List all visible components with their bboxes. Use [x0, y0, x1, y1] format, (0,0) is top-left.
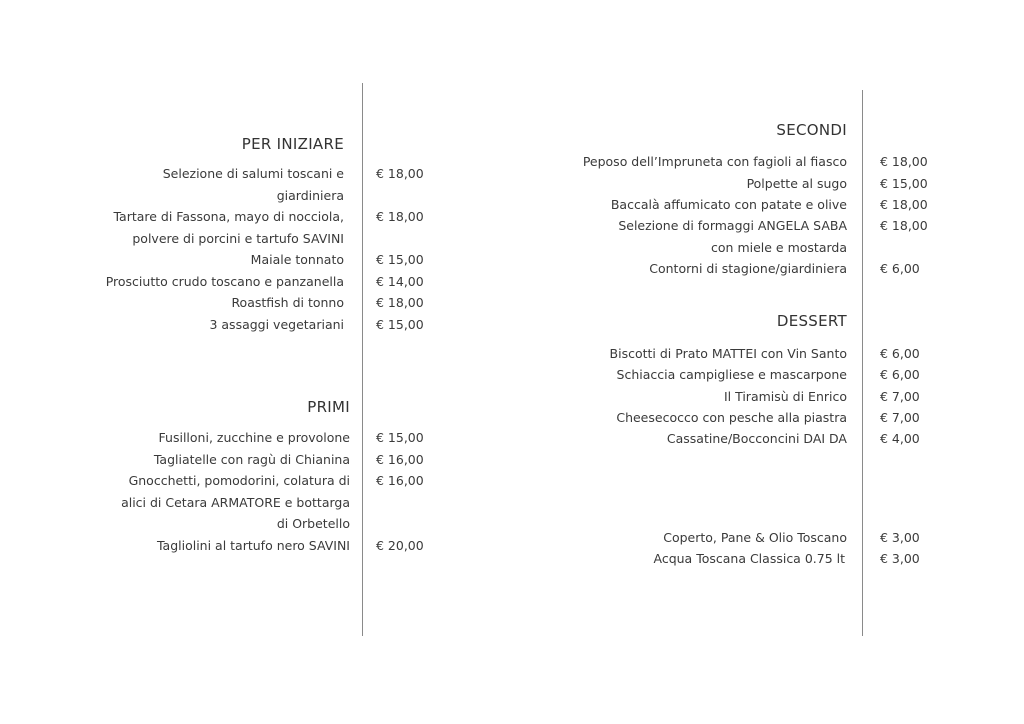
- menu-item-price: € 15,00: [880, 176, 928, 191]
- menu-item-price: € 7,00: [880, 389, 920, 404]
- menu-item-price: € 15,00: [376, 317, 424, 332]
- menu-item-name: 3 assaggi vegetariani: [209, 317, 344, 332]
- menu-item-price: € 6,00: [880, 261, 920, 276]
- section-title-per-iniziare: PER INIZIARE: [241, 135, 344, 153]
- menu-item-price: € 6,00: [880, 346, 920, 361]
- menu-item-name: Tagliolini al tartufo nero SAVINI: [156, 538, 350, 553]
- menu-item-price: € 3,00: [880, 530, 920, 545]
- menu-item-name: Contorni di stagione/giardiniera: [649, 261, 847, 276]
- menu-item-name: Peposo dell’Impruneta con fagioli al fiasco: [582, 154, 847, 169]
- menu-item-name: Polpette al sugo: [746, 176, 847, 191]
- menu-item-price: € 18,00: [880, 218, 928, 233]
- menu-item-price: € 4,00: [880, 431, 920, 446]
- menu-item-name: Biscotti di Prato MATTEI con Vin Santo: [609, 346, 847, 361]
- menu-item-price: € 18,00: [376, 295, 424, 310]
- menu-item-price: € 16,00: [376, 473, 424, 488]
- menu-item-name: Schiaccia campigliese e mascarpone: [616, 367, 847, 382]
- menu-item-name: Maiale tonnato: [250, 252, 344, 267]
- menu-item-price: € 18,00: [376, 209, 424, 224]
- menu-item-price: € 7,00: [880, 410, 920, 425]
- menu-item-price: € 3,00: [880, 551, 920, 566]
- menu-item-name: Selezione di formaggi ANGELA SABA con miele e mostarda: [618, 218, 847, 255]
- menu-item-name: Baccalà affumicato con patate e olive: [610, 197, 847, 212]
- menu-item-name: Acqua Toscana Classica 0.75 lt: [653, 551, 845, 566]
- menu-item-name: Fusilloni, zucchine e provolone: [158, 430, 350, 445]
- menu-item-price: € 15,00: [376, 252, 424, 267]
- menu-item-name: Coperto, Pane & Olio Toscano: [663, 530, 847, 545]
- section-title-primi: PRIMI: [307, 398, 350, 416]
- menu-item-name: Cheesecocco con pesche alla piastra: [616, 410, 847, 425]
- menu-item-name: Selezione di salumi toscani e giardiniera: [162, 166, 344, 203]
- menu-item-name: Tartare di Fassona, mayo di nocciola, polvere di porcini e tartufo SAVINI: [113, 209, 344, 246]
- menu-item-price: € 20,00: [376, 538, 424, 553]
- menu-item-name: Prosciutto crudo toscano e panzanella: [105, 274, 344, 289]
- menu-item-name: Gnocchetti, pomodorini, colatura di alici di Cetara ARMATORE e bottarga di Orbetello: [121, 473, 350, 531]
- menu-item-price: € 18,00: [880, 154, 928, 169]
- menu-item-name: Tagliatelle con ragù di Chianina: [153, 452, 350, 467]
- left-column-divider: [362, 83, 363, 636]
- menu-item-price: € 14,00: [376, 274, 424, 289]
- menu-item-name: Il Tiramisù di Enrico: [723, 389, 847, 404]
- menu-item-price: € 18,00: [880, 197, 928, 212]
- menu-item-name: Cassatine/Bocconcini DAI DA: [666, 431, 847, 446]
- menu-item-price: € 15,00: [376, 430, 424, 445]
- menu-item-price: € 6,00: [880, 367, 920, 382]
- menu-item-name: Roastfish di tonno: [231, 295, 344, 310]
- menu-item-price: € 16,00: [376, 452, 424, 467]
- section-title-dessert: DESSERT: [776, 312, 847, 330]
- right-column-divider: [862, 90, 863, 636]
- menu-item-price: € 18,00: [376, 166, 424, 181]
- section-title-secondi: SECONDI: [776, 121, 847, 139]
